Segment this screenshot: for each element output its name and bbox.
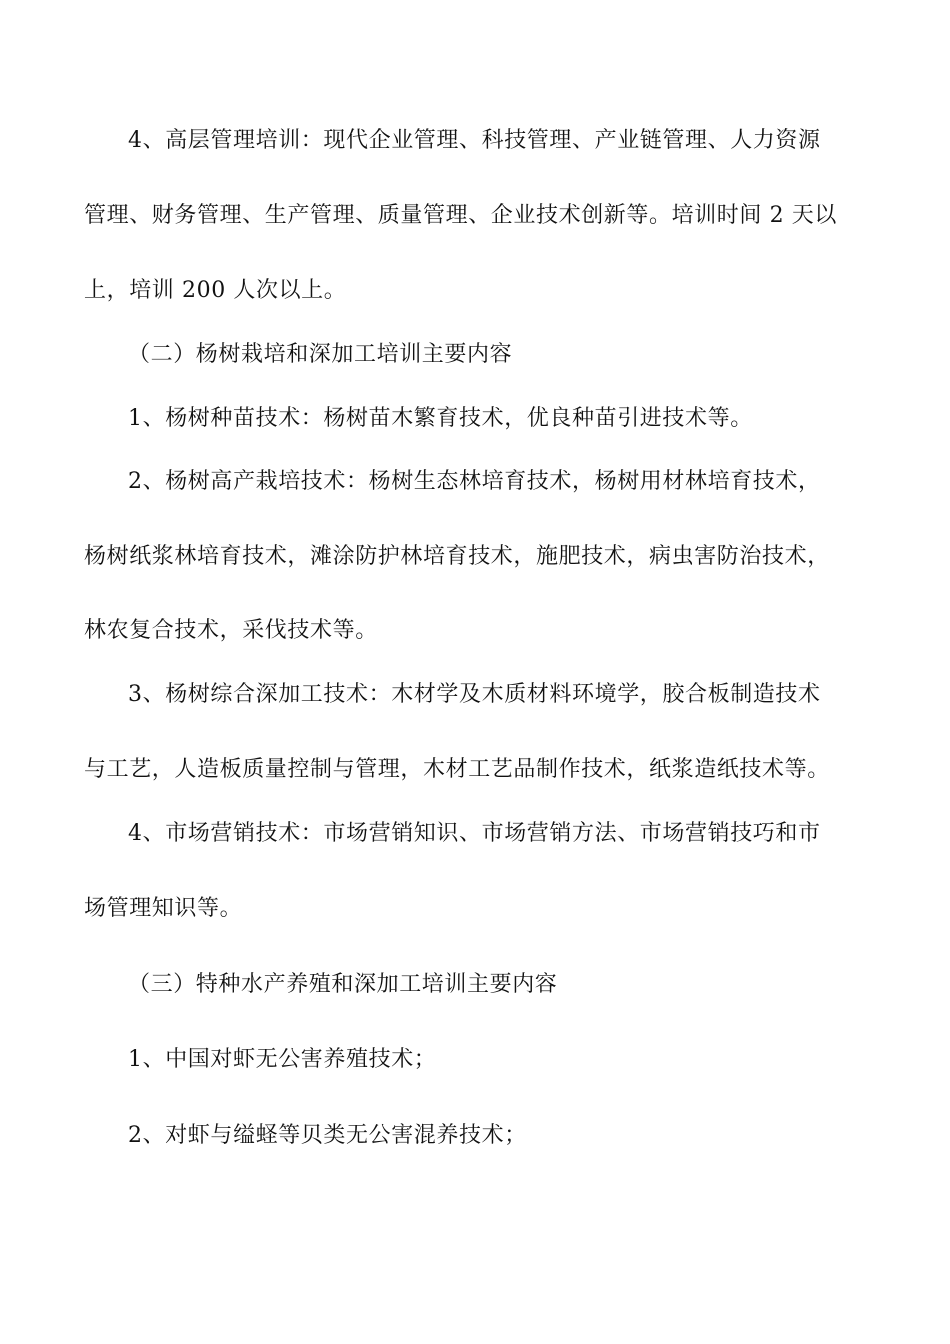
paragraph-senior-management-line-3: 上，培训 200 人次以上。: [84, 278, 347, 303]
paragraph-shrimp-shellfish-polyculture: 2、对虾与缢蛏等贝类无公害混养技术；: [128, 1123, 527, 1148]
paragraph-poplar-processing-line-2: 与工艺，人造板质量控制与管理，木材工艺品制作技术，纸浆造纸技术等。: [84, 757, 830, 782]
paragraph-marketing-line-2: 场管理知识等。: [84, 896, 243, 921]
paragraph-shrimp-farming: 1、中国对虾无公害养殖技术；: [128, 1047, 437, 1072]
paragraph-senior-management-line-2: 管理、财务管理、生产管理、质量管理、企业技术创新等。培训时间 2 天以: [84, 203, 837, 228]
section-heading-aquaculture: （三）特种水产养殖和深加工培训主要内容: [128, 972, 558, 997]
paragraph-poplar-seedling: 1、杨树种苗技术：杨树苗木繁育技术，优良种苗引进技术等。: [128, 406, 753, 431]
paragraph-poplar-processing-line-1: 3、杨树综合深加工技术：木材学及木质材料环境学，胶合板制造技术: [128, 682, 821, 707]
section-heading-poplar: （二）杨树栽培和深加工培训主要内容: [128, 342, 513, 367]
paragraph-poplar-cultivation-line-1: 2、杨树高产栽培技术：杨树生态林培育技术，杨树用材林培育技术，: [128, 469, 821, 494]
paragraph-poplar-cultivation-line-2: 杨树纸浆林培育技术，滩涂防护林培育技术，施肥技术，病虫害防治技术，: [84, 544, 830, 569]
paragraph-marketing-line-1: 4、市场营销技术：市场营销知识、市场营销方法、市场营销技巧和市: [128, 821, 821, 846]
paragraph-senior-management-line-1: 4、高层管理培训：现代企业管理、科技管理、产业链管理、人力资源: [128, 128, 821, 153]
paragraph-poplar-cultivation-line-3: 林农复合技术，采伐技术等。: [84, 618, 378, 643]
